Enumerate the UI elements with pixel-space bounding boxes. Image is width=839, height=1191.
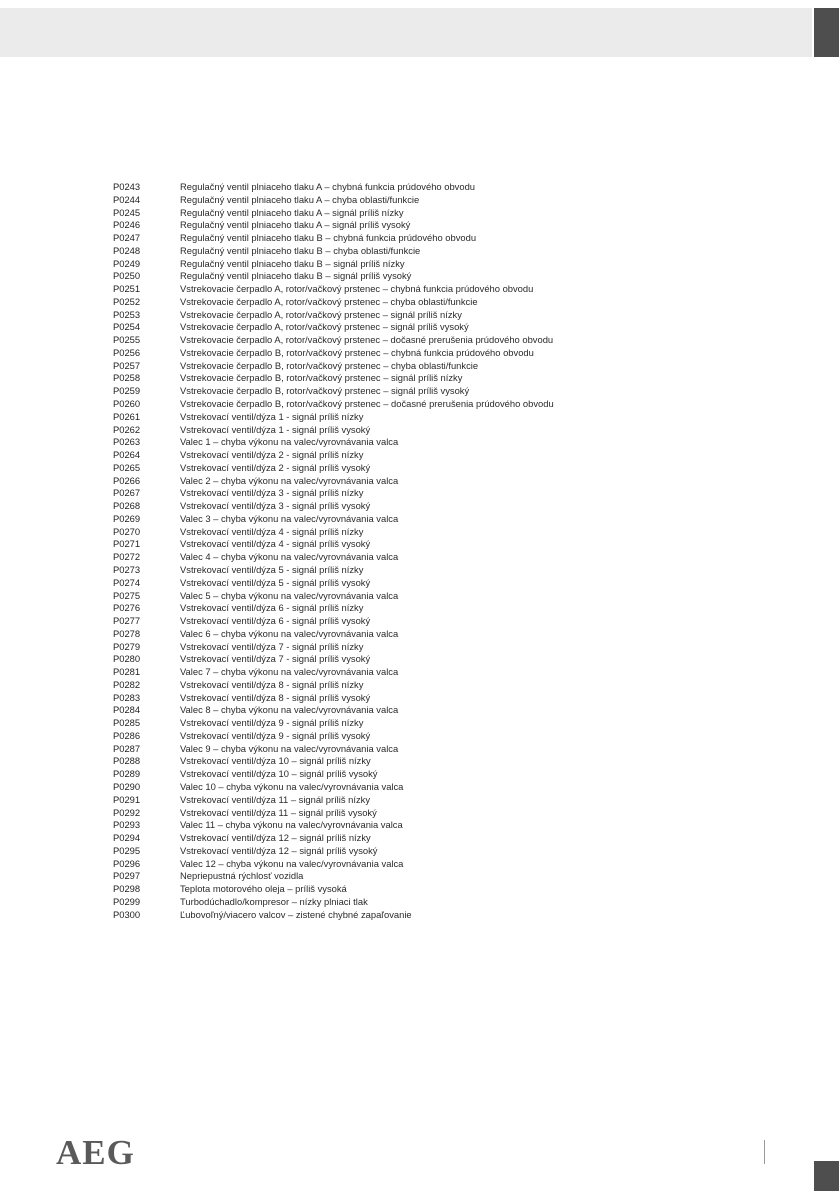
code-description: Valec 8 – chyba výkonu na valec/vyrovnávania valca (180, 704, 399, 716)
code-id: P0292 (113, 806, 141, 818)
code-description: Valec 12 – chyba výkonu na valec/vyrovnávania valca (180, 857, 404, 869)
code-description: Regulačný ventil plniaceho tlaku A – chyba oblasti/funkcie (180, 193, 420, 205)
code-id: P0293 (113, 819, 141, 831)
code-id: P0252 (113, 295, 141, 307)
code-description: Vstrekovací ventil/dýza 3 - signál príliš vysoký (180, 500, 371, 512)
code-id: P0263 (113, 436, 141, 448)
code-description: Regulačný ventil plniaceho tlaku B – chybná funkcia prúdového obvodu (180, 232, 477, 244)
code-id: P0296 (113, 857, 141, 869)
code-description: Vstrekovací ventil/dýza 8 - signál príliš vysoký (180, 691, 371, 703)
code-row (113, 245, 633, 258)
code-description: Vstrekovací ventil/dýza 7 - signál príliš nízky (180, 640, 364, 652)
code-row (113, 270, 633, 283)
code-description: Valec 10 – chyba výkonu na valec/vyrovnávania valca (180, 780, 404, 792)
code-id: P0285 (113, 717, 141, 729)
code-row (113, 296, 633, 309)
code-id: P0256 (113, 346, 141, 358)
code-row (113, 832, 633, 845)
code-id: P0299 (113, 895, 141, 907)
code-row (113, 513, 633, 526)
code-description: Valec 7 – chyba výkonu na valec/vyrovnávania valca (180, 666, 399, 678)
code-row (113, 858, 633, 871)
code-id: P0258 (113, 372, 141, 384)
code-row (113, 577, 633, 590)
code-description: Nepriepustná rýchlosť vozidla (180, 870, 304, 882)
code-description: Vstrekovacie čerpadlo A, rotor/vačkový prstenec – chyba oblasti/funkcie (180, 295, 478, 307)
code-row (113, 666, 633, 679)
code-description: Vstrekovací ventil/dýza 11 – signál príliš nízky (180, 793, 371, 805)
code-row (113, 819, 633, 832)
code-description: Vstrekovací ventil/dýza 10 – signál príliš nízky (180, 755, 371, 767)
code-id: P0259 (113, 385, 141, 397)
code-description: Vstrekovací ventil/dýza 2 - signál príliš nízky (180, 449, 364, 461)
code-row (113, 424, 633, 437)
code-id: P0253 (113, 308, 141, 320)
code-description: Vstrekovacie čerpadlo A, rotor/vačkový prstenec – dočasné prerušenia prúdového obvodu (180, 334, 554, 346)
code-row (113, 258, 633, 271)
code-description: Vstrekovací ventil/dýza 4 - signál príliš vysoký (180, 538, 371, 550)
code-description: Valec 1 – chyba výkonu na valec/vyrovnávania valca (180, 436, 399, 448)
code-id: P0294 (113, 832, 141, 844)
code-id: P0245 (113, 206, 141, 218)
code-id: P0266 (113, 474, 141, 486)
code-id: P0262 (113, 423, 141, 435)
code-row (113, 743, 633, 756)
code-row (113, 321, 633, 334)
code-description: Regulačný ventil plniaceho tlaku B – signál príliš nízky (180, 257, 405, 269)
code-row (113, 207, 633, 220)
diagnostic-code-list (113, 181, 633, 921)
code-description: Valec 11 – chyba výkonu na valec/vyrovnávania valca (180, 819, 403, 831)
code-id: P0264 (113, 449, 141, 461)
code-id: P0287 (113, 742, 141, 754)
code-description: Vstrekovací ventil/dýza 12 – signál príliš nízky (180, 832, 371, 844)
code-id: P0298 (113, 883, 141, 895)
code-description: Vstrekovací ventil/dýza 10 – signál príliš vysoký (180, 768, 378, 780)
code-row (113, 641, 633, 654)
code-description: Valec 4 – chyba výkonu na valec/vyrovnávania valca (180, 551, 399, 563)
code-description: Vstrekovací ventil/dýza 5 - signál príliš nízky (180, 563, 364, 575)
code-row (113, 807, 633, 820)
code-row (113, 717, 633, 730)
code-row (113, 283, 633, 296)
code-row (113, 385, 633, 398)
code-id: P0297 (113, 870, 141, 882)
code-description: Vstrekovací ventil/dýza 1 - signál príliš nízky (180, 410, 364, 422)
code-row (113, 768, 633, 781)
code-row (113, 628, 633, 641)
code-description: Vstrekovacie čerpadlo B, rotor/vačkový prstenec – signál príliš nízky (180, 372, 463, 384)
header-side-tab (814, 8, 839, 57)
code-row (113, 360, 633, 373)
code-description: Vstrekovací ventil/dýza 12 – signál príliš vysoký (180, 844, 378, 856)
code-row (113, 194, 633, 207)
code-row (113, 755, 633, 768)
code-id: P0282 (113, 678, 141, 690)
code-id: P0281 (113, 666, 141, 678)
code-row (113, 896, 633, 909)
code-id: P0247 (113, 232, 141, 244)
code-row (113, 602, 633, 615)
code-id: P0290 (113, 780, 141, 792)
code-id: P0265 (113, 461, 141, 473)
code-id: P0248 (113, 244, 141, 256)
code-description: Valec 5 – chyba výkonu na valec/vyrovnávania valca (180, 589, 399, 601)
code-id: P0254 (113, 321, 141, 333)
code-description: Vstrekovacie čerpadlo A, rotor/vačkový prstenec – signál príliš nízky (180, 308, 462, 320)
code-description: Valec 3 – chyba výkonu na valec/vyrovnávania valca (180, 512, 399, 524)
code-description: Vstrekovací ventil/dýza 9 - signál príliš nízky (180, 717, 364, 729)
code-description: Regulačný ventil plniaceho tlaku A – chybná funkcia prúdového obvodu (180, 181, 475, 192)
code-description: Regulačný ventil plniaceho tlaku B – chyba oblasti/funkcie (180, 244, 421, 256)
code-row (113, 219, 633, 232)
header-band (0, 8, 812, 57)
code-row (113, 347, 633, 360)
code-id: P0261 (113, 410, 141, 422)
code-description: Vstrekovací ventil/dýza 1 - signál príliš vysoký (180, 423, 371, 435)
code-row (113, 334, 633, 347)
code-row (113, 870, 633, 883)
code-row (113, 615, 633, 628)
code-id: P0278 (113, 627, 141, 639)
code-row (113, 398, 633, 411)
code-row (113, 526, 633, 539)
code-row (113, 590, 633, 603)
footer-divider (764, 1140, 765, 1164)
code-row (113, 309, 633, 322)
code-description: Turbodúchadlo/kompresor – nízky plniaci tlak (180, 895, 368, 907)
code-description: Vstrekovacie čerpadlo A, rotor/vačkový prstenec – chybná funkcia prúdového obvodu (180, 283, 534, 295)
code-description: Regulačný ventil plniaceho tlaku A – signál príliš vysoký (180, 219, 411, 231)
code-description: Vstrekovací ventil/dýza 3 - signál príliš nízky (180, 487, 364, 499)
code-row (113, 794, 633, 807)
code-row (113, 653, 633, 666)
code-description: Vstrekovací ventil/dýza 2 - signál príliš vysoký (180, 461, 371, 473)
code-description: Valec 9 – chyba výkonu na valec/vyrovnávania valca (180, 742, 399, 754)
code-description: Vstrekovací ventil/dýza 9 - signál príliš vysoký (180, 729, 371, 741)
code-id: P0269 (113, 512, 141, 524)
code-row (113, 449, 633, 462)
code-id: P0273 (113, 563, 141, 575)
code-id: P0250 (113, 270, 141, 282)
code-row (113, 181, 633, 194)
code-id: P0267 (113, 487, 141, 499)
code-row (113, 781, 633, 794)
code-row (113, 436, 633, 449)
code-id: P0243 (113, 181, 141, 192)
code-description: Vstrekovacie čerpadlo A, rotor/vačkový prstenec – signál príliš vysoký (180, 321, 469, 333)
code-description: Ľubovoľný/viacero valcov – zistené chybné zapaľovanie (180, 908, 412, 920)
code-row (113, 692, 633, 705)
code-row (113, 551, 633, 564)
code-id: P0295 (113, 844, 141, 856)
code-description: Vstrekovacie čerpadlo B, rotor/vačkový prstenec – signál príliš vysoký (180, 385, 470, 397)
footer-side-tab (814, 1161, 839, 1191)
code-description: Teplota motorového oleja – príliš vysoká (180, 883, 347, 895)
code-row (113, 564, 633, 577)
code-id: P0271 (113, 538, 141, 550)
code-id: P0289 (113, 768, 141, 780)
code-id: P0268 (113, 500, 141, 512)
code-id: P0277 (113, 615, 141, 627)
code-description: Vstrekovacie čerpadlo B, rotor/vačkový prstenec – chyba oblasti/funkcie (180, 359, 479, 371)
code-row (113, 462, 633, 475)
code-row (113, 232, 633, 245)
code-id: P0249 (113, 257, 141, 269)
code-id: P0288 (113, 755, 141, 767)
code-description: Regulačný ventil plniaceho tlaku B – signál príliš vysoký (180, 270, 412, 282)
code-description: Vstrekovací ventil/dýza 6 - signál príliš vysoký (180, 615, 371, 627)
code-id: P0279 (113, 640, 141, 652)
code-row (113, 487, 633, 500)
code-description: Valec 6 – chyba výkonu na valec/vyrovnávania valca (180, 627, 399, 639)
code-id: P0274 (113, 576, 141, 588)
code-row (113, 730, 633, 743)
code-description: Valec 2 – chyba výkonu na valec/vyrovnávania valca (180, 474, 399, 486)
code-description: Vstrekovací ventil/dýza 8 - signál príliš nízky (180, 678, 364, 690)
code-id: P0284 (113, 704, 141, 716)
code-id: P0283 (113, 691, 141, 703)
code-description: Vstrekovací ventil/dýza 11 – signál príliš vysoký (180, 806, 377, 818)
code-description: Vstrekovací ventil/dýza 6 - signál príliš nízky (180, 602, 364, 614)
code-description: Regulačný ventil plniaceho tlaku A – signál príliš nízky (180, 206, 404, 218)
code-id: P0244 (113, 193, 141, 205)
code-id: P0286 (113, 729, 141, 741)
code-id: P0275 (113, 589, 141, 601)
code-row (113, 679, 633, 692)
code-row (113, 475, 633, 488)
code-row (113, 845, 633, 858)
code-id: P0270 (113, 525, 141, 537)
code-id: P0260 (113, 398, 141, 410)
code-row (113, 704, 633, 717)
code-row (113, 909, 633, 922)
code-description: Vstrekovacie čerpadlo B, rotor/vačkový prstenec – dočasné prerušenia prúdového obvodu (180, 398, 554, 410)
code-id: P0280 (113, 653, 141, 665)
aeg-logo: AEG (56, 1133, 135, 1172)
code-description: Vstrekovací ventil/dýza 5 - signál príliš vysoký (180, 576, 371, 588)
code-id: P0255 (113, 334, 141, 346)
code-id: P0246 (113, 219, 141, 231)
code-description: Vstrekovacie čerpadlo B, rotor/vačkový prstenec – chybná funkcia prúdového obvodu (180, 346, 534, 358)
code-id: P0257 (113, 359, 141, 371)
code-row (113, 500, 633, 513)
code-id: P0300 (113, 908, 141, 920)
code-row (113, 538, 633, 551)
code-description: Vstrekovací ventil/dýza 4 - signál príliš nízky (180, 525, 364, 537)
code-id: P0291 (113, 793, 141, 805)
code-description: Vstrekovací ventil/dýza 7 - signál príliš vysoký (180, 653, 371, 665)
code-row (113, 411, 633, 424)
code-id: P0272 (113, 551, 141, 563)
code-id: P0251 (113, 283, 141, 295)
code-id: P0276 (113, 602, 141, 614)
code-row (113, 372, 633, 385)
code-row (113, 883, 633, 896)
